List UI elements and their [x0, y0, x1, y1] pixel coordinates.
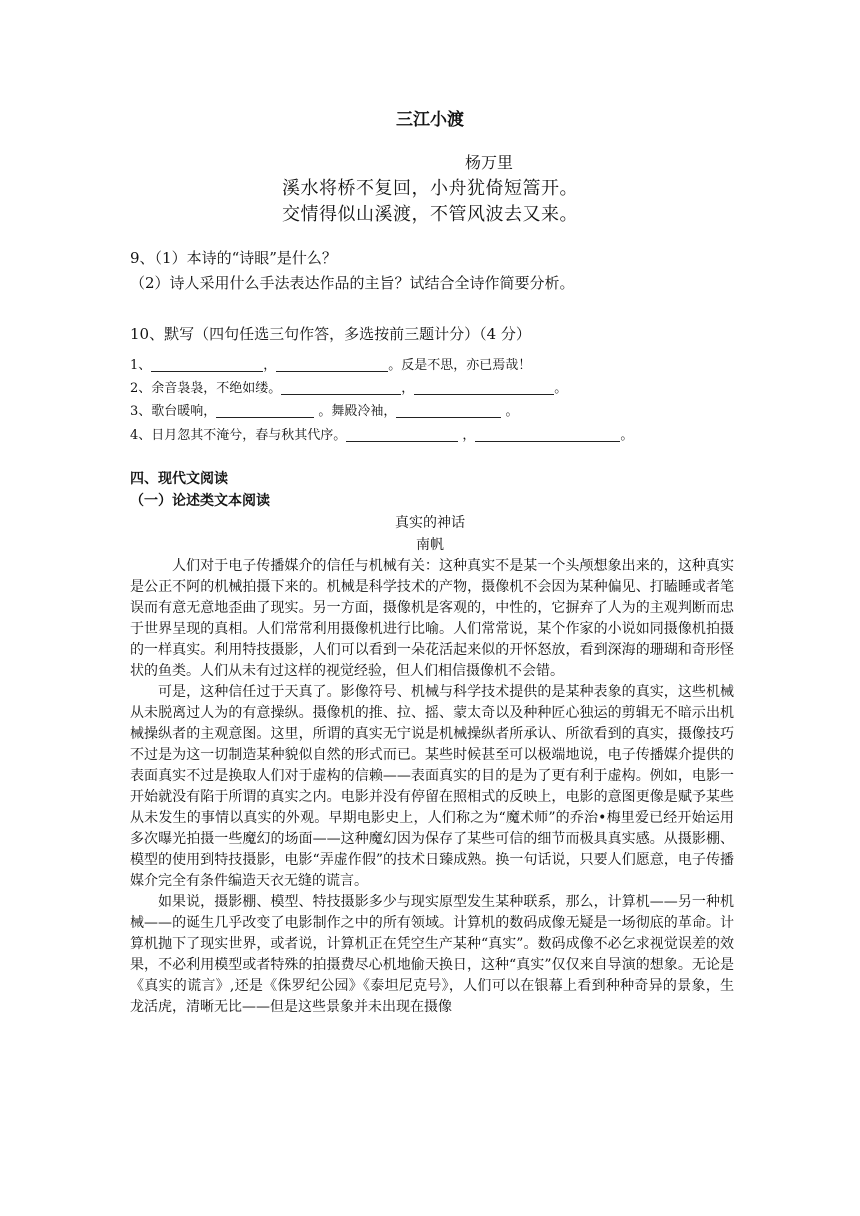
dictation-item-3-end: 。	[501, 404, 519, 419]
dictation-item-3	[130, 400, 519, 419]
dictation-item-4	[130, 424, 633, 443]
dictation-item-2-end: 。	[554, 381, 568, 396]
dictation-item-1-sep: ，	[263, 358, 277, 373]
poem-line-1: 溪水将桥不复回，小舟犹倚短篙开。	[282, 178, 578, 199]
answer-blank[interactable]	[216, 403, 314, 418]
article-paragraph-2: 可是，这种信任过于天真了。影像符号、机械与科学技术提供的是某种表象的真实，这些机械从未脱离过人为的有意操纵。摄像机的推、拉、摇、蒙太奇以及种种匠心独运的剪辑无不暗示出机械操纵者的主观意图。这里，所谓的真实无宁说是机械操纵者所承认、所欲看到的真实，摄像技巧不过是为这一切制造某种貌似自然的形式而已。某些时候甚至可以极端地说，电子传播媒介提供的表面真实不过是换取人们对于虚构的信赖——表面真实的目的是为了更有利于虚构。例如，电影一开始就没有陷于所谓的真实之内。电影并没有停留在照相式的反映上，电影的意图更像是赋予某些从未发生的事情以真实的外观。早期电影史上，人们称之为“魔术师”的乔治•梅里爱已经开始运用多次曝光拍摄一些魔幻的场面——这种魔幻因为保存了某些可信的细节而极具真实感。从摄影棚、模型的使用到特技摄影，电影“弄虚作假”的技术日臻成熟。换一句话说，只要人们愿意，电子传播媒介完全有条件编造天衣无缝的谎言。	[130, 684, 734, 889]
answer-blank[interactable]	[276, 357, 388, 372]
subsection-heading: （一）论述类文本阅读	[130, 493, 270, 509]
answer-blank[interactable]	[281, 380, 401, 395]
question-9-part-2: （2）诗人采用什么手法表达作品的主旨？试结合全诗作简要分析。	[130, 274, 575, 292]
article-paragraph-3: 如果说，摄影棚、模型、特技摄影多少与现实原型发生某种联系，那么，计算机——另一种机械——的诞生几乎改变了电影制作之中的所有领域。计算机的数码成像无疑是一场彻底的革命。计算机抛下了现实世界，或者说，计算机正在凭空生产某种“真实”。数码成像不必乞求视觉误差的效果，不必利用模型或者特殊的拍摄费尽心机地偷天换日，这种“真实”仅仅来自导演的想象。无论是《真实的谎言》,还是《侏罗纪公园》《泰坦尼克号》，人们可以在银幕上看到种种奇异的景象，生龙活虎，清晰无比——但是这些景象并未出现在摄像	[130, 894, 734, 1015]
section-heading: 四、现代文阅读	[130, 471, 228, 487]
dictation-item-3-prefix: 3、歌台暖响，	[130, 404, 217, 419]
poem-title: 三江小渡	[396, 110, 464, 130]
answer-blank[interactable]	[346, 427, 458, 442]
dictation-item-4-sep: ，	[458, 428, 476, 443]
dictation-item-3-sep: 。舞殿冷袖，	[314, 404, 397, 419]
answer-blank[interactable]	[396, 403, 501, 418]
poem-author: 杨万里	[465, 153, 514, 172]
answer-blank[interactable]	[414, 380, 554, 395]
dictation-item-1	[130, 354, 531, 373]
answer-blank[interactable]	[475, 427, 620, 442]
question-9-part-1: 9、（1）本诗的“诗眼”是什么？	[130, 249, 337, 267]
dictation-item-2-prefix: 2、余音袅袅，不绝如缕。	[130, 381, 282, 396]
dictation-item-1-end: 。反是不思，亦已焉哉！	[388, 358, 532, 373]
article-paragraph-1: 人们对于电子传播媒介的信任与机械有关：这种真实不是某一个头颅想象出来的，这种真实是公正不阿的机械拍摄下来的。机械是科学技术的产物，摄像机不会因为某种偏见、打瞌睡或者笔误而有意无意地歪曲了现实。另一方面，摄像机是客观的，中性的，它摒弃了人为的主观判断而忠于世界呈现的真相。人们常常利用摄像机进行比喻。人们常常说，某个作家的小说如同摄像机拍摄的一样真实。利用特技摄影，人们可以看到一朵花活起来似的开怀怒放，看到深海的珊瑚和奇形怪状的鱼类。人们从未有过这样的视觉经验，但人们相信摄像机不会错。	[130, 558, 734, 679]
dictation-item-4-prefix: 4、日月忽其不淹兮，春与秋其代序。	[130, 428, 347, 443]
question-10-title: 10、默写（四句任选三句作答，多选按前三题计分）（4 分）	[130, 325, 531, 343]
dictation-item-2	[130, 377, 567, 396]
dictation-item-2-sep: ，	[401, 381, 415, 396]
article-body	[130, 556, 734, 1018]
article-author: 南帆	[416, 537, 444, 553]
dictation-item-1-prefix: 1、	[130, 358, 152, 373]
poem-line-2: 交情得似山溪渡，不管风波去又来。	[282, 204, 578, 225]
dictation-item-4-end: 。	[620, 428, 634, 443]
answer-blank[interactable]	[151, 357, 263, 372]
article-title: 真实的神话	[395, 515, 465, 531]
